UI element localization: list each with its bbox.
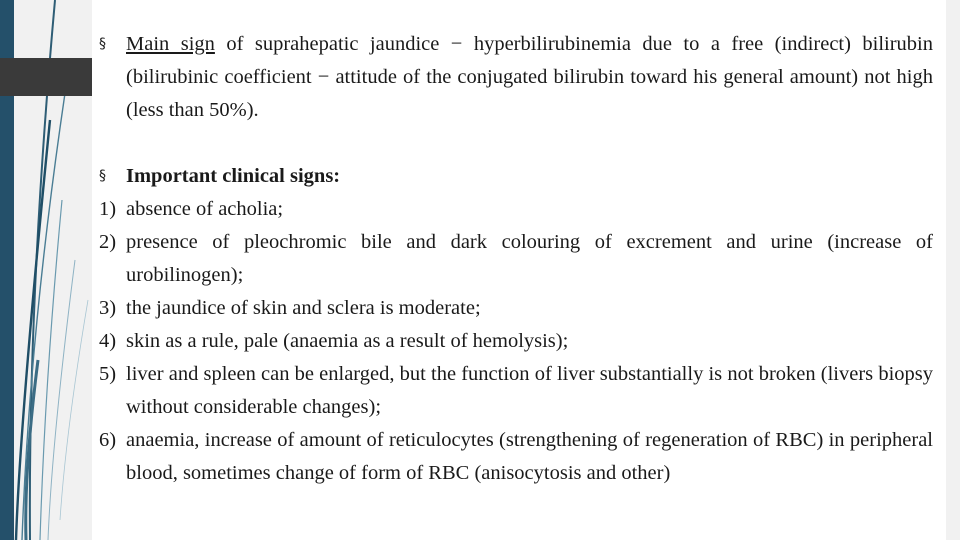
main-sign-paragraph [99,28,933,127]
list-item [99,424,933,490]
list-item-text: the jaundice of skin and sclera is moderate; [126,297,481,319]
list-item-text: skin as a rule, pale (anaemia as a result of hemolysis); [126,330,569,352]
list-item-number: 5) [99,363,117,385]
list-item-text: anaemia, increase of amount of reticulocytes (strengthening of regeneration of RBC) in peripheral blood, sometimes change of form of RBC (anisocytosis and other) [126,429,933,484]
list-item-number: 1) [99,198,117,220]
list-item-text: absence of acholia; [126,198,284,220]
bullet-marker: § [99,36,106,52]
list-item-number: 6) [99,429,117,451]
list-item-number: 3) [99,297,117,319]
list-item [99,226,933,292]
right-edge-strip [946,0,960,540]
list-item-number: 4) [99,330,117,352]
list-item-text: liver and spleen can be enlarged, but the function of liver substantially is not broken (livers biopsy without considerable changes); [126,363,933,418]
list-item [99,193,933,226]
accent-bar [0,58,92,96]
clinical-signs-list [99,193,933,490]
list-item [99,325,933,358]
main-sign-label: Main sign [126,33,215,55]
list-item-number: 2) [99,231,117,253]
main-sign-text: of suprahepatic jaundice − hyperbilirubinemia due to a free (indirect) bilirubin (bilirubinic coefficient − attitude of the conjugated bilirubin toward his general amount) not high (less than 50%). [126,33,933,121]
clinical-signs-title: Important clinical signs: [126,165,341,187]
list-item [99,358,933,424]
list-item [99,292,933,325]
list-item-text: presence of pleochromic bile and dark colouring of excrement and urine (increase of urobilinogen); [126,231,933,286]
slide-body [99,28,933,490]
bullet-marker: § [99,168,106,184]
clinical-signs-heading [99,160,933,193]
